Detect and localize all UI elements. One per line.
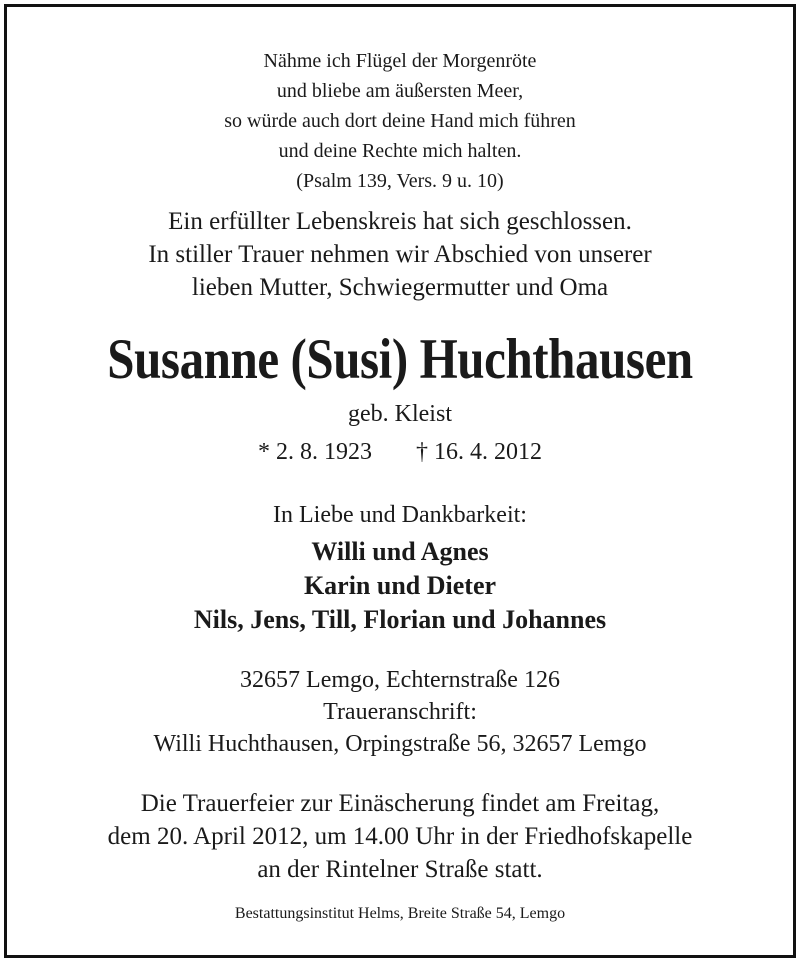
ceremony-info <box>0 787 800 886</box>
verse-line: und deine Rechte mich halten. <box>278 140 522 162</box>
intro-line: In stiller Trauer nehmen wir Abschied von unserer <box>148 241 652 268</box>
verse-line: so würde auch dort deine Hand mich führen <box>224 110 576 132</box>
funeral-home-footer: Bestattungsinstitut Helms, Breite Straße 54, Lemgo <box>234 905 566 922</box>
verse-line: und bliebe am äußersten Meer, <box>276 80 524 102</box>
mourner-name: Nils, Jens, Till, Florian und Johannes <box>193 605 607 634</box>
mourners-heading: In Liebe und Dankbarkeit: <box>273 502 527 528</box>
life-dates <box>0 436 800 468</box>
death-date: † 16. 4. 2012 <box>416 439 542 465</box>
mourner-name: Karin und Dieter <box>303 571 497 600</box>
mourner-name: Willi und Agnes <box>311 537 489 566</box>
born-name: geb. Kleist <box>348 401 452 427</box>
ceremony-line: Die Trauerfeier zur Einäscherung findet am Freitag, <box>140 790 660 817</box>
home-address: 32657 Lemgo, Echternstraße 126 <box>240 667 560 693</box>
psalm-verse <box>0 46 800 196</box>
ceremony-line: dem 20. April 2012, um 14.00 Uhr in der Friedhofskapelle <box>107 823 693 850</box>
verse-reference: (Psalm 139, Vers. 9 u. 10) <box>296 170 504 192</box>
address-block <box>0 664 800 760</box>
deceased-name: Susanne (Susi) Huchthausen <box>107 328 693 391</box>
mourners-list <box>0 535 800 637</box>
mourning-address: Willi Huchthausen, Orpingstraße 56, 32657 Lemgo <box>153 731 647 757</box>
mourning-address-label: Traueranschrift: <box>323 699 477 725</box>
ceremony-line: an der Rintelner Straße statt. <box>257 856 543 883</box>
verse-line: Nähme ich Flügel der Morgenröte <box>263 50 537 72</box>
birth-date: * 2. 8. 1923 <box>258 439 372 465</box>
intro-line: lieben Mutter, Schwiegermutter und Oma <box>191 274 609 301</box>
intro-text <box>0 205 800 304</box>
intro-line: Ein erfüllter Lebenskreis hat sich geschlossen. <box>168 208 632 235</box>
